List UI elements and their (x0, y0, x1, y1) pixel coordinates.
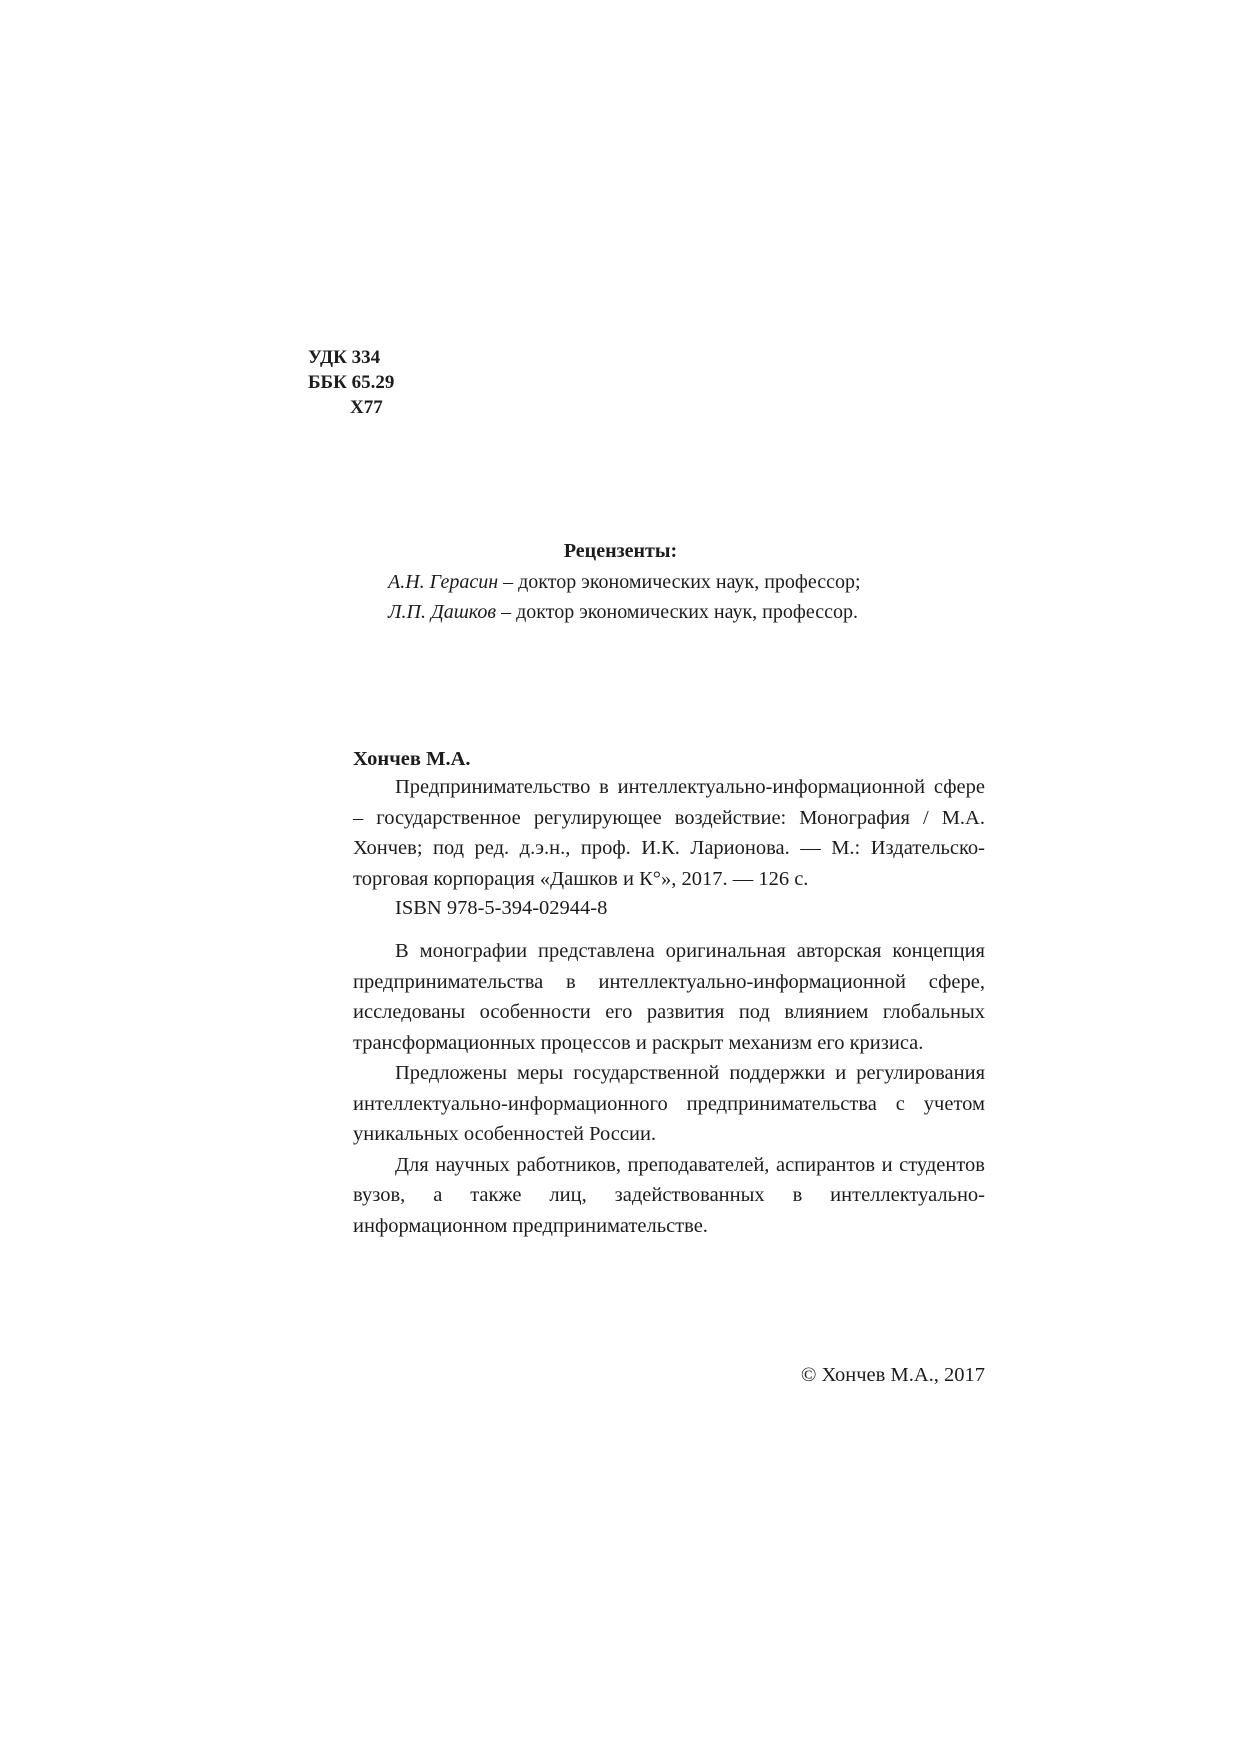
isbn: ISBN 978-5-394-02944-8 (395, 897, 608, 919)
author-mark: Х77 (350, 397, 383, 418)
bibliographic-description: Предпринимательство в интеллектуально-информационной сфере – государственное регулирующее воздействие: Монография / М.А. Хончев; под ред. д.э.н., проф. И.К. Ларионова. — М.: Издательско-торговая корпорация «Дашков и К°», 2017. — 126 с. (353, 776, 985, 890)
bibliographic-block (353, 772, 985, 894)
abstract-block (353, 936, 985, 1241)
reviewer-description: – доктор экономических наук, профессор; (498, 571, 861, 593)
reviewer-name: А.Н. Герасин (388, 571, 499, 593)
classification-codes (308, 345, 394, 420)
book-author: Хончев М.А. (353, 748, 471, 770)
abstract-paragraph: В монографии представлена оригинальная авторская концепция предпринимательства в интеллектуально-информационной сфере, исследованы особенности его развития под влиянием глобальных трансформационных процессов и раскрыт механизм его кризиса. (353, 940, 985, 1054)
bbk-code: ББК 65.29 (308, 372, 395, 393)
reviewer-line (388, 597, 858, 627)
udk-code: УДК 334 (308, 347, 381, 368)
copyright-notice: © Хончев М.А., 2017 (800, 1364, 985, 1386)
abstract-paragraph: Для научных работников, преподавателей, аспирантов и студентов вузов, а также лиц, задействованных в интеллектуально-информационном предпринимательстве. (353, 1153, 985, 1237)
reviewer-description: – доктор экономических наук, профессор. (496, 601, 858, 623)
reviewers-heading: Рецензенты: (563, 540, 678, 562)
reviewer-name: Л.П. Дашков (388, 601, 497, 623)
abstract-paragraph: Предложены меры государственной поддержки и регулирования интеллектуально-информационного предпринимательства с учетом уникальных особенностей России. (353, 1062, 985, 1145)
reviewer-line (388, 567, 861, 597)
